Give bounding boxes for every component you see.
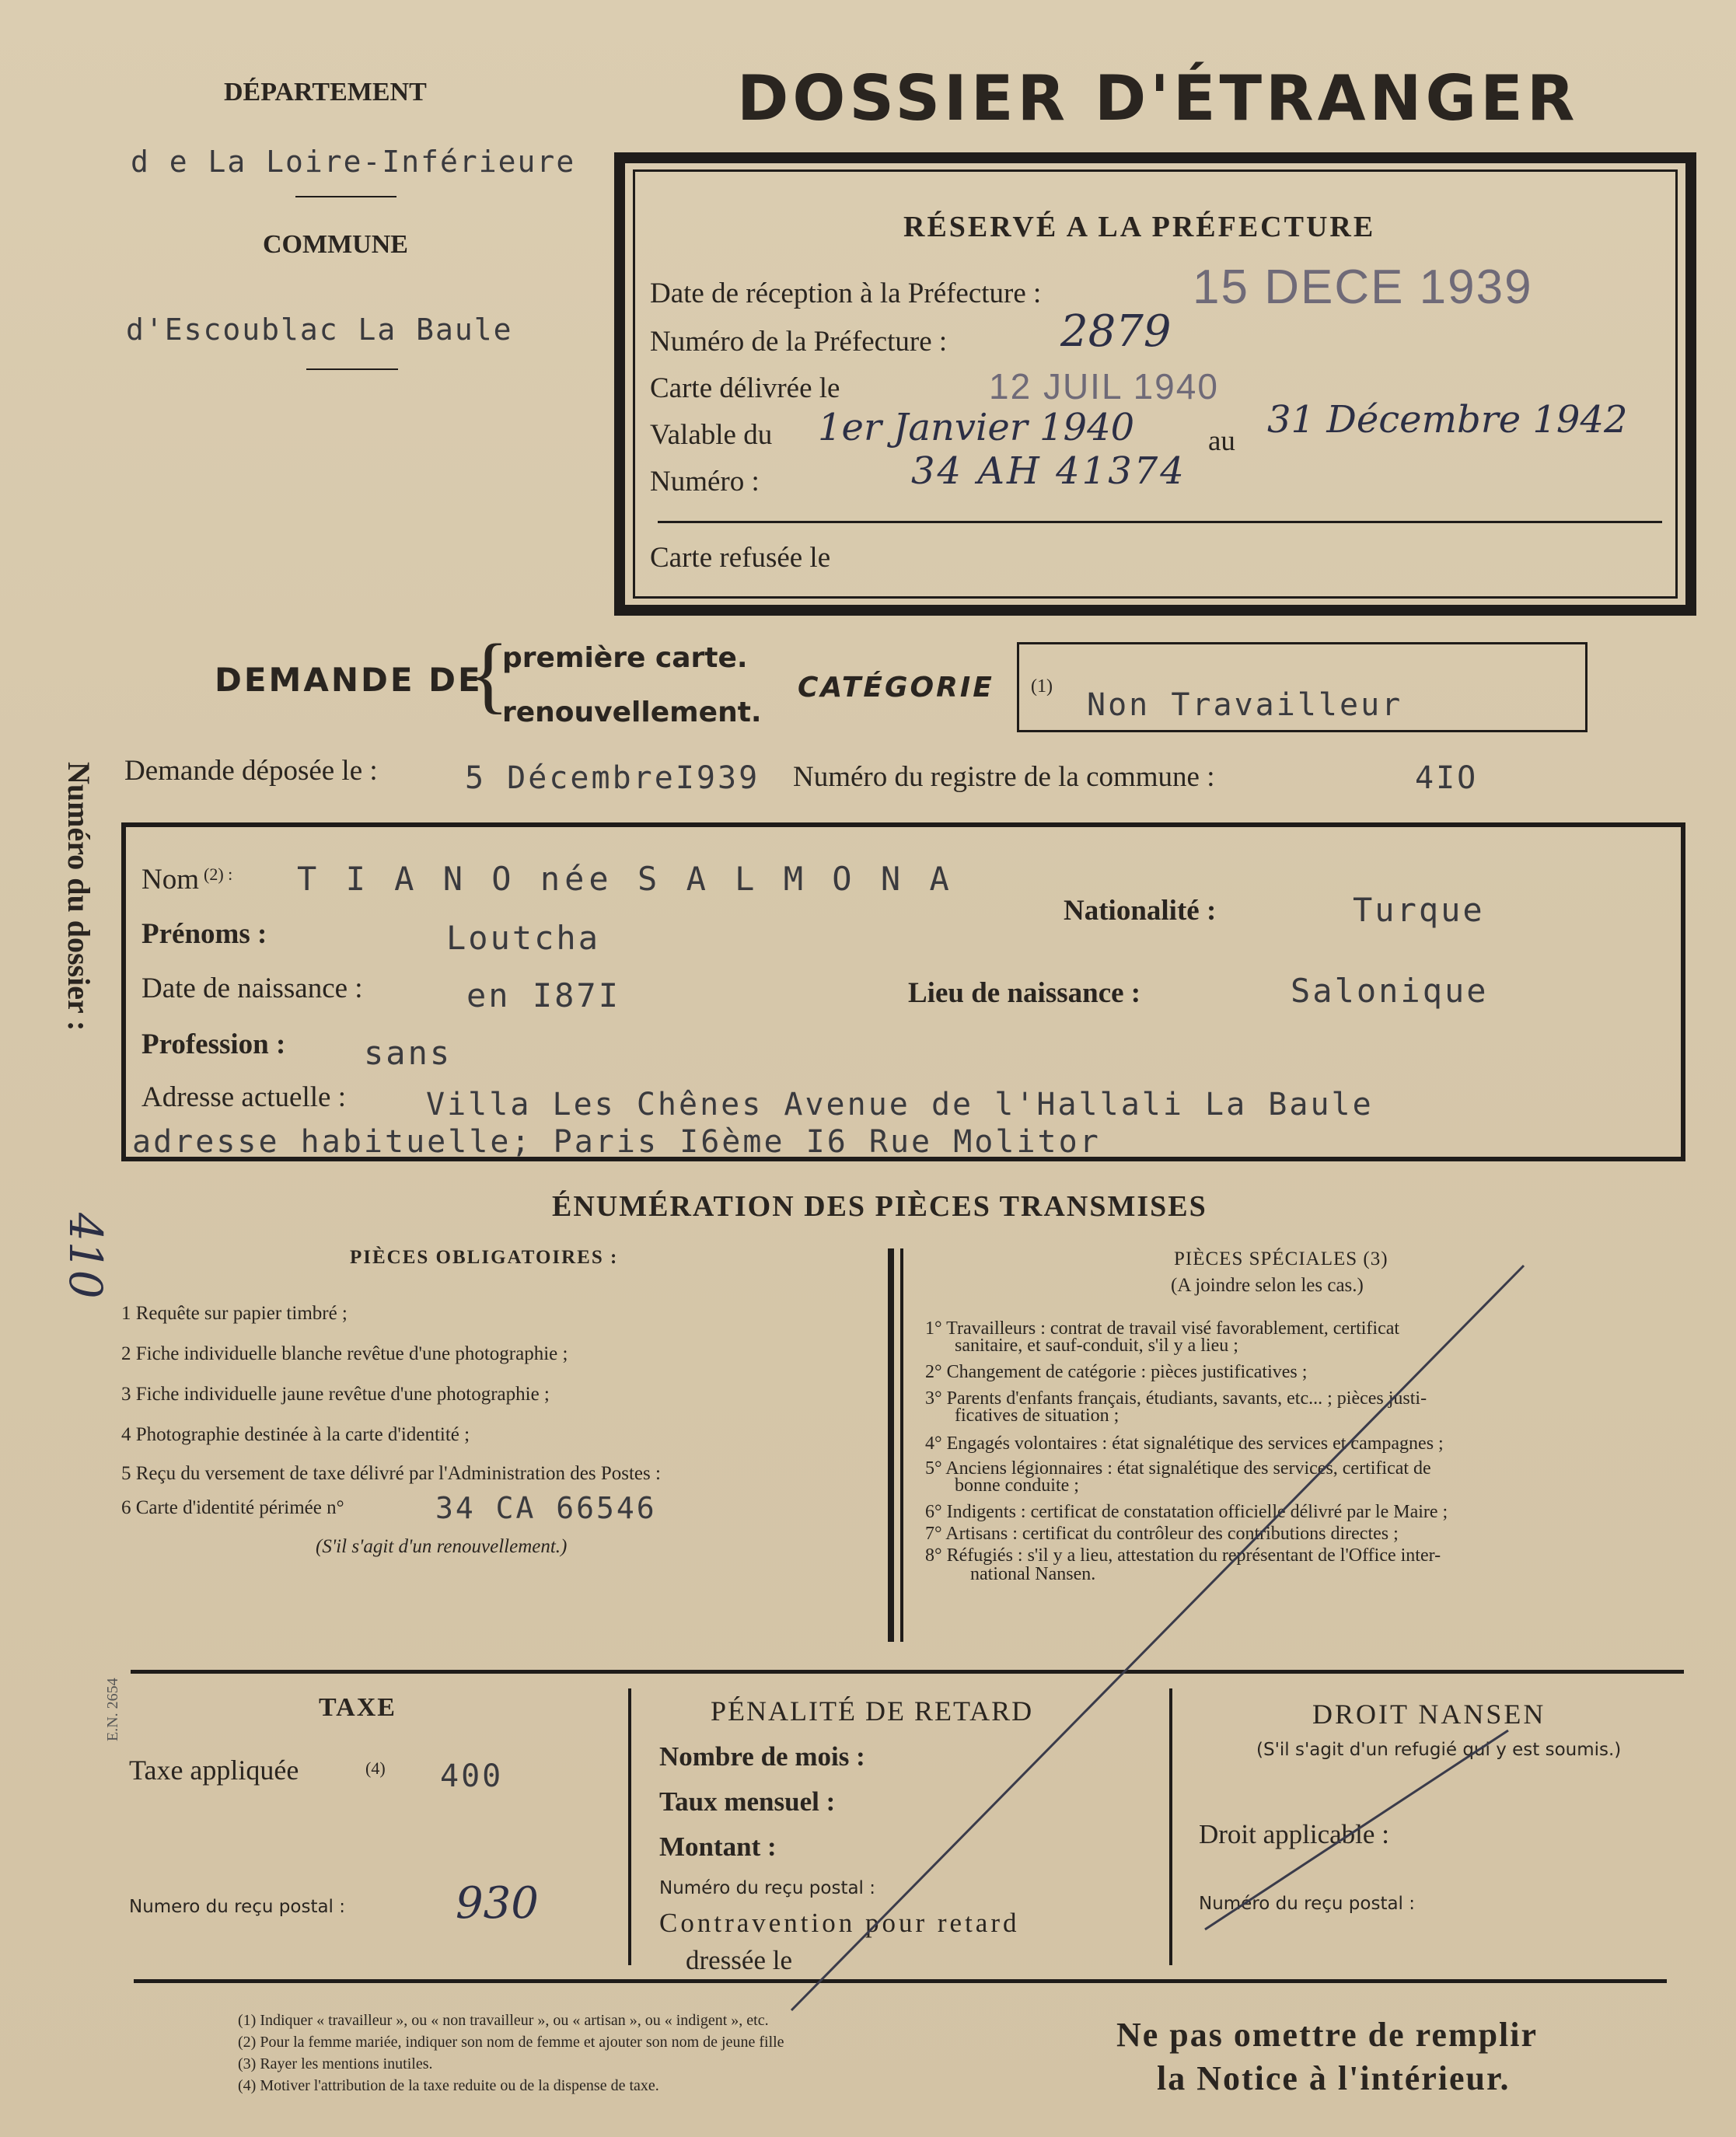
penalite-contravention: Contravention pour retard [659,1908,1020,1938]
renouvellement-note: (S'il s'agit d'un renouvellement.) [316,1536,568,1557]
nansen-recu-label: Numéro du reçu postal : [1199,1894,1416,1914]
numero-prefecture-label: Numéro de la Préfecture : [650,326,948,358]
reminder-line-2: la Notice à l'intérieur. [1157,2059,1511,2097]
numero-dossier-value: 410 [59,1213,112,1299]
speciales-sub: (A joindre selon les cas.) [1171,1275,1364,1296]
prenoms-value: Loutcha [446,919,601,957]
demande-label: DEMANDE DE [215,661,483,699]
carte-delivree-stamp: 12 JUIL 1940 [989,366,1219,407]
categorie-value: Non Travailleur [1087,687,1403,723]
adresse-habituelle: adresse habituelle; Paris I6ème I6 Rue Molitor [132,1124,1101,1160]
speciale-item: 4° Engagés volontaires : état signalétique des services et campagnes ; [925,1433,1444,1454]
penalite-heading: PÉNALITÉ DE RETARD [711,1695,1034,1727]
taxe-heading: TAXE [319,1693,396,1722]
nom-label: Nom [141,864,199,896]
pieces-heading: ÉNUMÉRATION DES PIÈCES TRANSMISES [552,1190,1207,1223]
profession-value: sans [364,1034,452,1072]
carte-delivree-label: Carte délivrée le [650,372,840,404]
au-value: 31 Décembre 1942 [1267,398,1628,442]
speciale-item: national Nansen. [970,1564,1096,1584]
taxe-appliquee-label: Taxe appliquée [129,1755,299,1786]
option-premiere-carte[interactable]: première carte. [502,642,748,674]
speciales-heading: PIÈCES SPÉCIALES (3) [1174,1248,1388,1269]
obligatoire-item: 6 Carte d'identité périmée n° [121,1497,344,1518]
deposee-label: Demande déposée le : [124,755,378,787]
adresse-label: Adresse actuelle : [141,1081,346,1113]
speciale-item: bonne conduite ; [955,1475,1079,1496]
date-reception-stamp: 15 DECE 1939 [1193,260,1533,314]
departement-label: DÉPARTEMENT [224,78,427,107]
obligatoire-item: 2 Fiche individuelle blanche revêtue d'une photographie ; [121,1343,568,1364]
au-label: au [1208,425,1235,457]
speciale-item: 2° Changement de catégorie : pièces justificatives ; [925,1362,1308,1382]
nansen-droit-label: Droit applicable : [1199,1819,1389,1849]
prenoms-label: Prénoms : [141,918,267,950]
numero-prefecture-value: 2879 [1060,306,1172,357]
deposee-value: 5 DécembreI939 [465,760,760,796]
commune-label: COMMUNE [263,230,408,259]
speciale-item: ficatives de situation ; [955,1405,1119,1426]
departement-value: d e La Loire-Inférieure [131,145,576,179]
taxe-appliquee-note: (4) [365,1758,386,1778]
taxe-recu-label: Numero du reçu postal : [129,1897,346,1917]
speciale-item: 5° Anciens légionnaires : état signalétique des services, certificat de [925,1458,1431,1479]
page-title: DOSSIER D'ÉTRANGER [737,62,1579,134]
valable-du-value: 1er Janvier 1940 [818,406,1135,449]
speciale-item: 3° Parents d'enfants français, étudiants, savants, etc... ; pièces justi- [925,1388,1427,1409]
registre-value: 4IO [1415,760,1479,796]
numero-dossier-label: Numéro du dossier : [61,762,96,1032]
speciale-item: 6° Indigents : certificat de constatation officielle délivré par le Maire ; [925,1502,1448,1522]
lieu-value: Salonique [1291,972,1489,1010]
penalite-taux-label: Taux mensuel : [659,1786,836,1817]
carte-perimee-value: 34 CA 66546 [435,1491,657,1525]
speciale-item: 8° Réfugiés : s'il y a lieu, attestation du représentant de l'Office inter- [925,1545,1441,1566]
valable-du-label: Valable du [650,419,773,451]
naissance-label: Date de naissance : [141,972,363,1004]
taxe-recu-value: 930 [456,1878,539,1929]
speciale-item: 1° Travailleurs : contrat de travail visé favorablement, certificat [925,1318,1400,1339]
penalite-mois-label: Nombre de mois : [659,1741,865,1772]
nansen-heading: DROIT NANSEN [1312,1699,1546,1730]
date-reception-label: Date de réception à la Préfecture : [650,278,1042,309]
reminder-line-1: Ne pas omettre de remplir [1116,2016,1539,2054]
nom-value: T I A N O née S A L M O N A [297,860,954,898]
obligatoire-item: 1 Requête sur papier timbré ; [121,1303,348,1324]
speciale-item: sanitaire, et sauf-conduit, s'il y a lieu ; [955,1336,1238,1356]
numero-carte-value: 34 AH 41374 [911,449,1186,493]
categorie-note: (1) [1031,676,1053,697]
option-renouvellement[interactable]: renouvellement. [502,697,762,728]
adresse-value: Villa Les Chênes Avenue de l'Hallali La Baule [426,1087,1374,1123]
nom-note: (2) : [204,864,233,884]
obligatoire-item: 3 Fiche individuelle jaune revêtue d'une photographie ; [121,1384,550,1405]
nansen-sub: (S'il s'agit d'un refugié qui y est soumis.) [1256,1740,1622,1760]
penalite-dressee: dressée le [686,1945,793,1975]
profession-label: Profession : [141,1028,286,1060]
categorie-label: CATÉGORIE [798,672,994,704]
penalite-montant-label: Montant : [659,1831,777,1862]
footnote: (4) Motiver l'attribution de la taxe reduite ou de la dispense de taxe. [238,2077,659,2094]
printer-code: E.N. 2654 [104,1678,121,1741]
footnote: (3) Rayer les mentions inutiles. [238,2055,433,2072]
footnote: (2) Pour la femme mariée, indiquer son nom de femme et ajouter son nom de jeune fille [238,2034,784,2051]
brace: { [468,627,509,721]
obligatoire-item: 5 Reçu du versement de taxe délivré par l'Administration des Postes : [121,1463,661,1484]
registre-label: Numéro du registre de la commune : [793,761,1215,793]
lieu-label: Lieu de naissance : [908,977,1141,1009]
footnote: (1) Indiquer « travailleur », ou « non travailleur », ou « artisan », ou « indigent », etc. [238,2012,769,2029]
prefecture-heading: RÉSERVÉ A LA PRÉFECTURE [903,211,1376,243]
taxe-appliquee-value: 400 [440,1758,504,1794]
numero-carte-label: Numéro : [650,466,760,498]
nationalite-value: Turque [1353,891,1485,929]
naissance-value: en I87I [466,976,621,1014]
obligatoires-heading: PIÈCES OBLIGATOIRES : [350,1247,619,1268]
commune-value: d'Escoublac La Baule [126,313,513,347]
obligatoire-item: 4 Photographie destinée à la carte d'identité ; [121,1424,470,1445]
nationalite-label: Nationalité : [1064,895,1217,927]
carte-refusee-label: Carte refusée le [650,542,831,574]
speciale-item: 7° Artisans : certificat du contrôleur des contributions directes ; [925,1524,1399,1544]
penalite-recu-label: Numéro du reçu postal : [659,1878,876,1898]
